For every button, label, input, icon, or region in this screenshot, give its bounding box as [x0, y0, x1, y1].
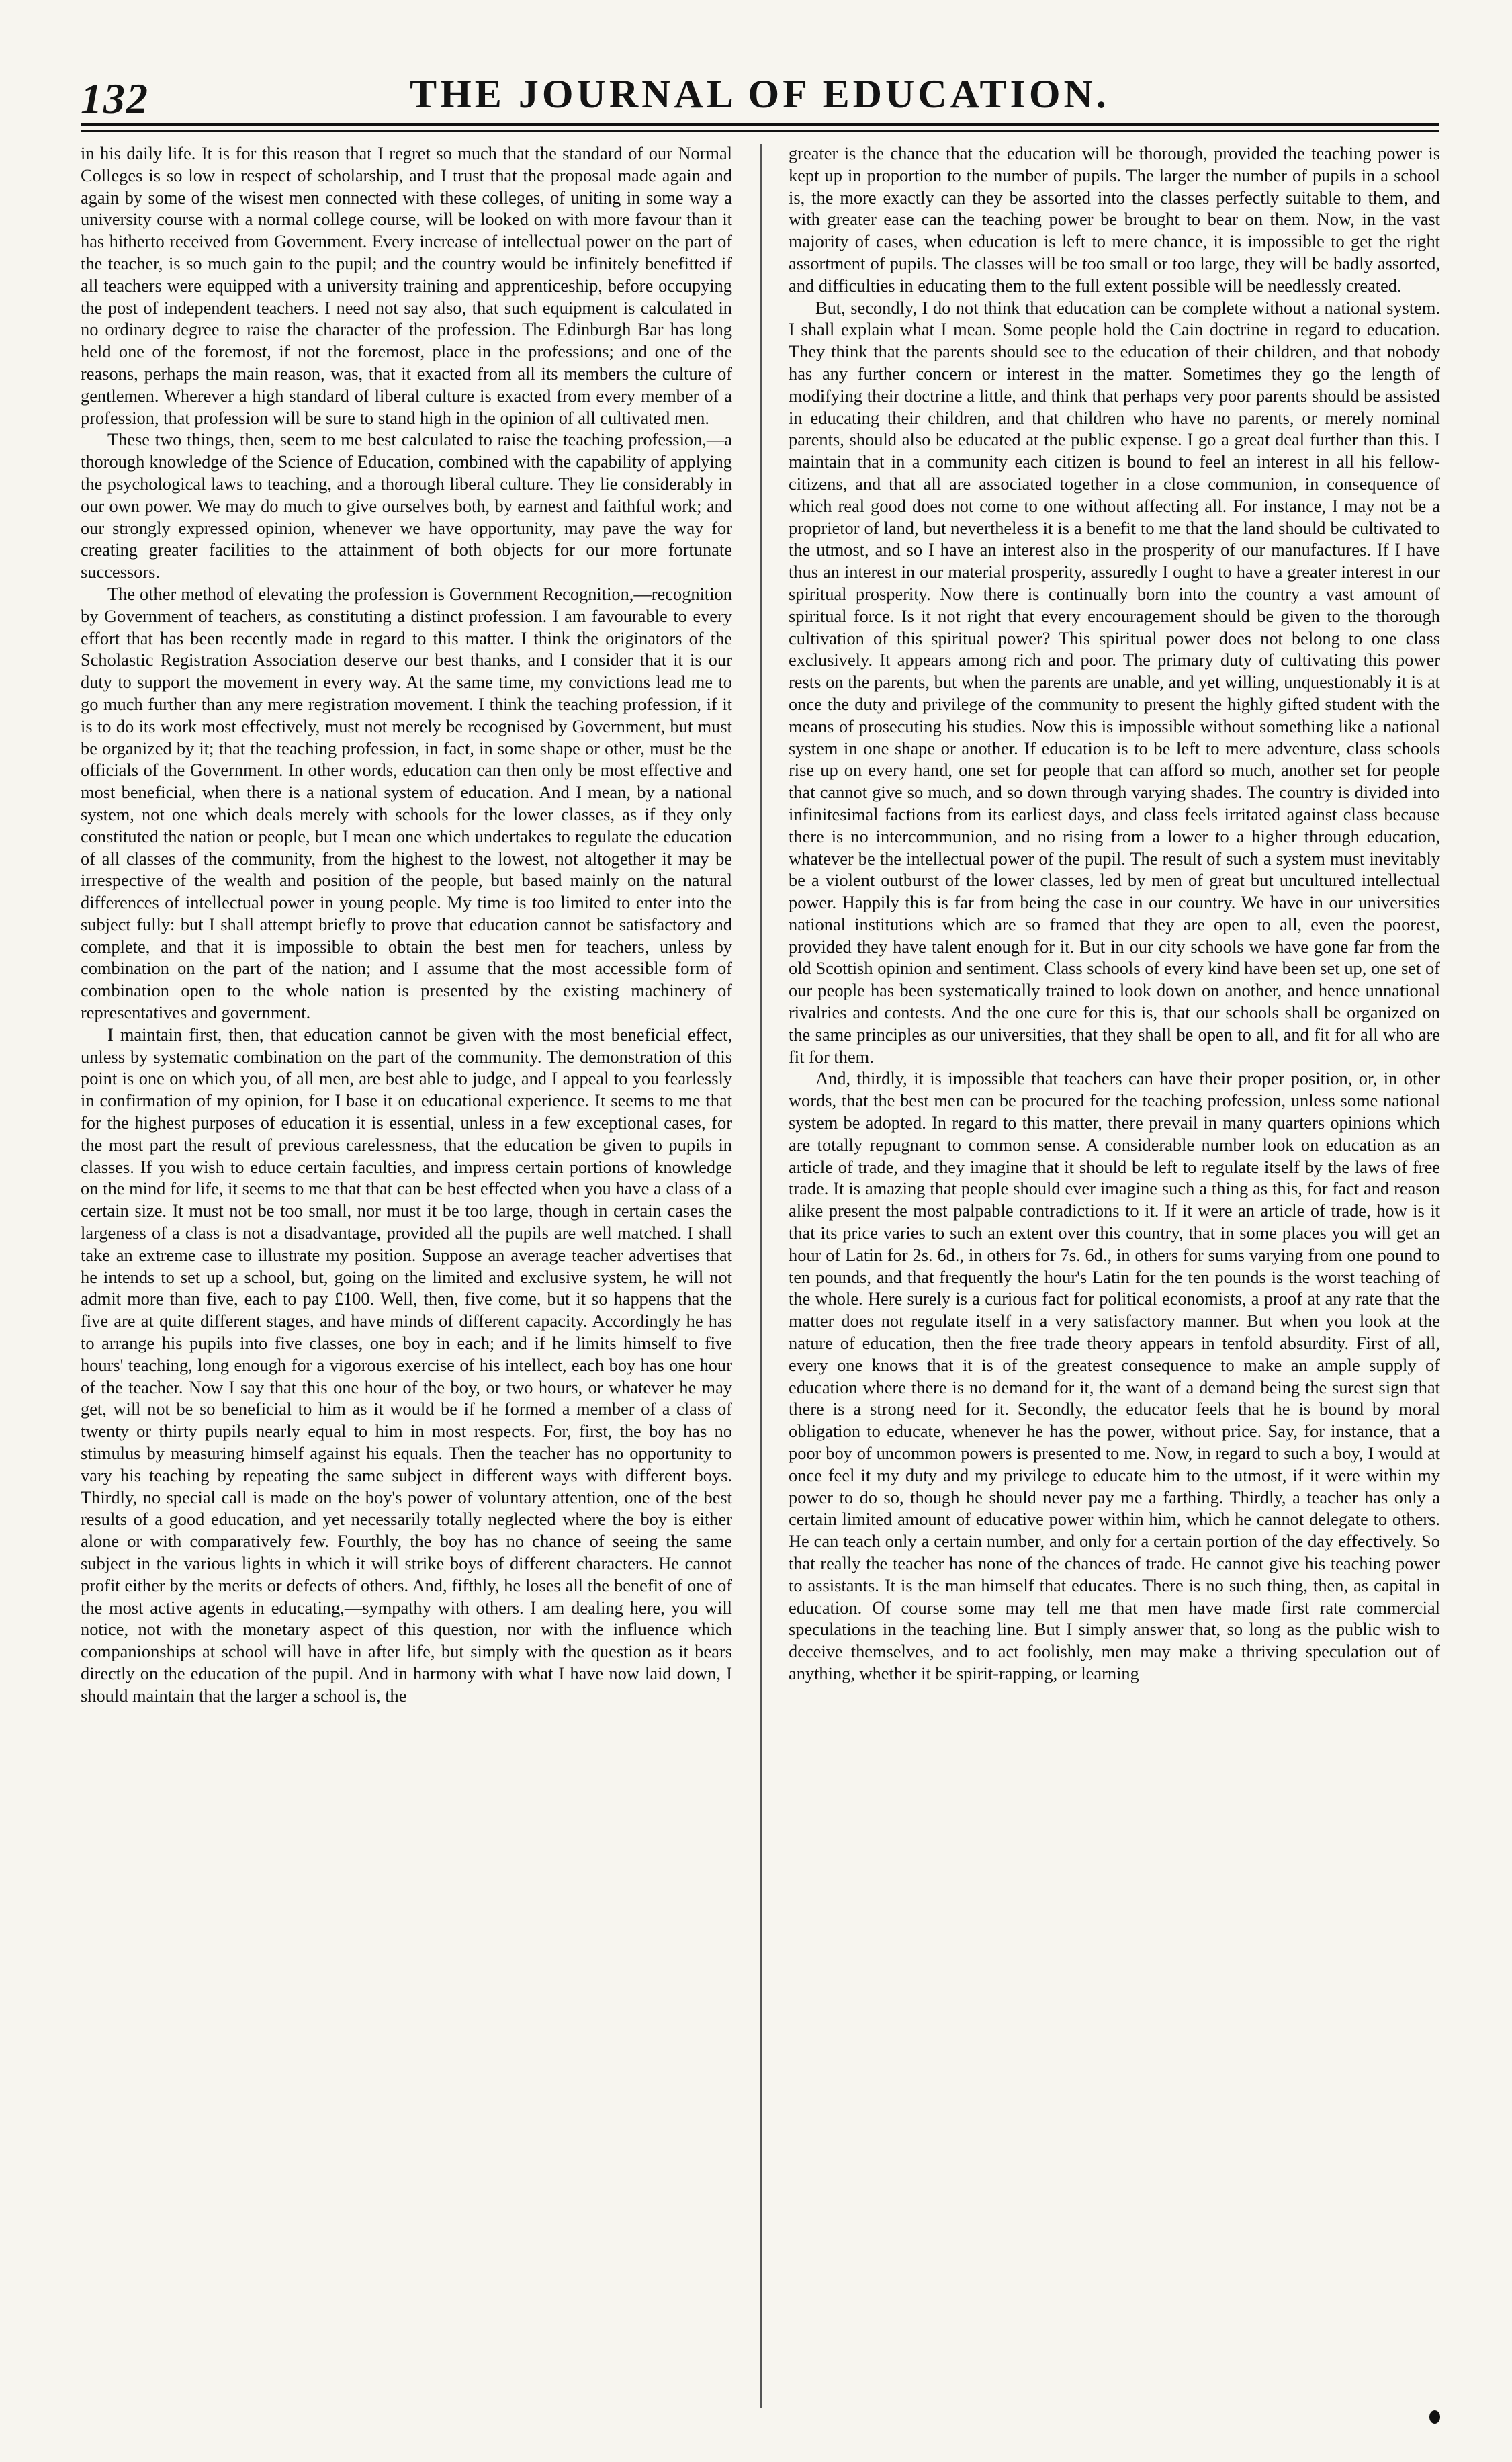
paragraph: But, secondly, I do not think that education can be complete without a national system. I shall explain what I mean. Some people hold the Cain doctrine in regard to education. They think that the parents should see to the education of their children, and that nobody has any further concern or interest in the matter. Sometimes they go the length of modifying their doctrine a little, and think that perhaps very poor parents should be assisted in educating their children, and that children who have no parents, or merely nominal parents, should also be educated at the public expense. I go a great deal further than this. I maintain that in a community each citizen is bound to feel an interest in all his fellow-citizens, and that all are associated together in a close communion, in consequence of which real good does not come to one without affecting all. For instance, I may not be a proprietor of land, but nevertheless it is a benefit to me that the land should be cultivated to the utmost, and so I have an interest also in the prosperity of our manufactures. If I have thus an interest in our material prosperity, assuredly I ought to have a greater interest in our spiritual prosperity. Now there is continually born into the country a vast amount of spiritual force. Is it not right that every encouragement should be given to the thorough cultivation of this spiritual power? This spiritual power does not belong to one class exclusively. It appears among rich and poor. The primary duty of cultivating this power rests on the parents, but when the parents are unable, and yet willing, unquestionably it is at once the duty and privilege of the community to present the highly gifted student with the means of prosecuting his studies. Now this is impossible without something like a national system in one shape or another. If education is to be left to mere adventure, class schools rise up on every hand, one set for people that can afford so much, another set for people that cannot give so much, and so down through varying shades. The country is divided into infinitesimal factions from its earliest days, and class feels irritated against class because there is no intercommunion, and no rising from a lower to a higher through education, whatever be the intellectual power of the pupil. The result of such a system must inevitably be a violent outburst of the lower classes, led by men of great but uncultured intellectual power. Happily this is far from being the case in our country. We have in our universities national institutions which are so framed that they are open to all, even the poorest, provided they have talent enough for it. But in our city schools we have gone far from the old Scottish opinion and sentiment. Class schools of every kind have been set up, one set of our people has been systematically trained to look down on another, and hence unnational rivalries and contests. And the one cure for this is, that our schools shall be organized on the same principles as our universities, that they shall be open to all, and fit for all who are fit for them. — [789, 297, 1440, 1067]
paragraph: in his daily life. It is for this reason that I regret so much that the standard of our Normal Colleges is so low in respect of scholarship, and I trust that the proposal made again and again by some of the wisest men connected with these colleges, of uniting in some way a university course with a normal college course, will be looked on with more favour than it has hitherto received from Government. Every increase of intellectual power on the part of the teacher, is so much gain to the pupil; and the country would be infinitely benefitted if all teachers were equipped with a university training and apprenticeship, before occupying the post of independent teachers. I need not say also, that such equipment is calculated in no ordinary degree to raise the character of the profession. The Edinburgh Bar has long held one of the foremost, if not the foremost, place in the professions; and one of the reasons, perhaps the main reason, was, that it exacted from all its members the culture of gentlemen. Wherever a high standard of liberal culture is exacted from every member of a profession, that profession will be sure to stand high in the opinion of all cultivated men. — [81, 143, 732, 428]
left-column — [81, 142, 732, 2413]
header-rule-thin — [81, 130, 1439, 132]
paragraph: And, thirdly, it is impossible that teachers can have their proper position, or, in other words, that the best men can be procured for the teaching profession, unless some national system be adopted. In regard to this matter, there prevail in many quarters opinions which are totally repugnant to common sense. A considerable number look on education as an article of trade, and they imagine that it should be left to regulate itself by the laws of free trade. It is amazing that people should ever imagine such a thing as this, for fact and reason alike present the most palpable contradictions to it. If it were an article of trade, how is it that its price varies to such an extent over this country, that in some places you will get an hour of Latin for 2s. 6d., in others for 7s. 6d., in others for sums varying from one pound to ten pounds, and that frequently the hour's Latin for the ten pounds is the worst teaching of the whole. Here surely is a curious fact for political economists, a proof at any rate that the matter does not regulate itself in a very satisfactory manner. But when you look at the nature of education, then the free trade theory appears in tenfold absurdity. First of all, every one knows that it is of the greatest consequence to make an ample supply of education where there is no demand for it, the want of a demand being the surest sign that there is a strong need for it. Secondly, the educator feels that he is bound by moral obligation to educate, whenever he has the power, without price. Say, for instance, that a poor boy of uncommon powers is presented to me. Now, in regard to such a boy, I would at once feel it my duty and my privilege to educate him to the utmost, if it were within my power to do so, though he should never pay me a farthing. Thirdly, a teacher has only a certain limited amount of educative power within him, which he cannot delegate to others. He can teach only a certain number, and only for a certain portion of the day effectively. So that really the teacher has none of the chances of trade. He cannot give his teaching power to assistants. It is the man himself that educates. There is no such thing, then, as capital in education. Of course some may tell me that men have made first rate commercial speculations in the teaching line. But I simply answer that, so long as the public wish to deceive themselves, and to act foolishly, men may make a thriving speculation out of anything, whether it be spirit-rapping, or learning — [789, 1068, 1440, 1683]
running-head: THE JOURNAL OF EDUCATION. — [410, 72, 1110, 116]
page-header — [81, 67, 1439, 121]
ink-blot — [1429, 2410, 1440, 2424]
paragraph: These two things, then, seem to me best calculated to raise the teaching profession,—a thorough knowledge of the Science of Education, combined with the capability of applying the psychological laws to teaching, and a thorough liberal culture. They lie considerably in our own power. We may do much to give ourselves both, by earnest and faithful work; and our strongly expressed opinion, whenever we have opportunity, may pave the way for creating greater facilities to the attainment of both objects for our more fortunate successors. — [81, 429, 732, 582]
paragraph: greater is the chance that the education will be thorough, provided the teaching power is kept up in proportion to the number of pupils. The larger the number of pupils in a school is, the more exactly can they be assorted into the classes perfectly suitable to them, and with greater ease can the teaching power be brought to bear on them. Now, in the vast majority of cases, when education is left to mere chance, it is impossible to get the right assortment of pupils. The classes will be too small or too large, they will be badly assorted, and difficulties in educating them to the full extent possible will be needlessly created. — [789, 143, 1440, 296]
paragraph: I maintain first, then, that education cannot be given with the most beneficial effect, unless by systematic combination on the part of the community. The demonstration of this point is one on which you, of all men, are best able to judge, and I appeal to you fearlessly in confirmation of my opinion, for I base it on educational experience. It seems to me that for the highest purposes of education it is essential, unless in a few exceptional cases, for the most part the result of previous carelessness, that the education be given to pupils in classes. If you wish to educe certain faculties, and impress certain portions of knowledge on the mind for life, it seems to me that that can be best effected when you have a class of a certain size. It must not be too small, nor must it be too large, though in certain cases the largeness of a class is not a disadvantage, provided all the pupils are well matched. I shall take an extreme case to illustrate my position. Suppose an average teacher advertises that he intends to set up a school, but, going on the limited and exclusive system, he will not admit more than five, each to pay £100. Well, then, five come, but it so happens that the five are at quite different stages, and have minds of different capacity. Accordingly he has to arrange his pupils into five classes, one boy in each; and if he limits himself to five hours' teaching, long enough for a vigorous exercise of his intellect, each boy has one hour of the teacher. Now I say that this one hour of the boy, or two hours, or whatever he may get, will not be so beneficial to him as it would be if he formed a member of a class of twenty or thirty pupils nearly equal to him in most respects. For, first, the boy has no stimulus by measuring himself against his equals. Then the teacher has no opportunity to vary his teaching by repeating the same subject in different ways with different boys. Thirdly, no special call is made on the boy's power of voluntary attention, one of the best results of a good education, and yet necessarily totally neglected where the boy is either alone or with comparatively few. Fourthly, the boy has no chance of seeing the same subject in the various lights in which it will strike boys of different characters. He cannot profit either by the merits or defects of others. And, fifthly, he loses all the benefit of one of the most active agents in educating,—sympathy with others. I am dealing here, you will notice, not with the monetary aspect of this question, nor with the influence which companionships at school will have in after life, but simply with the question as it bears directly on the education of the pupil. And in harmony with what I have now laid down, I should maintain that the larger a school is, the — [81, 1024, 732, 1706]
paragraph: The other method of elevating the profession is Government Recognition,—recognition by Government of teachers, as constituting a distinct profession. I am favourable to every effort that has been recently made in regard to this matter. I think the originators of the Scholastic Registration Association deserve our best thanks, and I consider that it is our duty to support the movement in every way. At the same time, my convictions lead me to go much further than any mere registration movement. I think the teaching profession, if it is to do its work most effectively, must not merely be recognised by Government, but must be organized by it; that the teaching profession, in fact, in some shape or other, must be the officials of the Government. In other words, education can then only be most effective and most beneficial, when there is a national system of education. And I mean, by a national system, not one which deals merely with schools for the lower classes, as if they only constituted the nation or people, but I mean one which undertakes to regulate the education of all classes of the community, from the highest to the lowest, not altogether it may be irrespective of the wealth and position of the people, but based mainly on the natural differences of intellectual power in young people. My time is too limited to enter into the subject fully: but I shall attempt briefly to prove that education cannot be satisfactory and complete, and that it is impossible to obtain the best men for teachers, unless by combination on the part of the nation; and I assume that the most accessible form of combination open to the whole nation is presented by the existing machinery of representatives and government. — [81, 583, 732, 1023]
header-rule-thick — [81, 123, 1439, 126]
column-divider — [760, 144, 762, 2408]
right-column — [789, 142, 1440, 2413]
page-number: 132 — [81, 75, 149, 122]
